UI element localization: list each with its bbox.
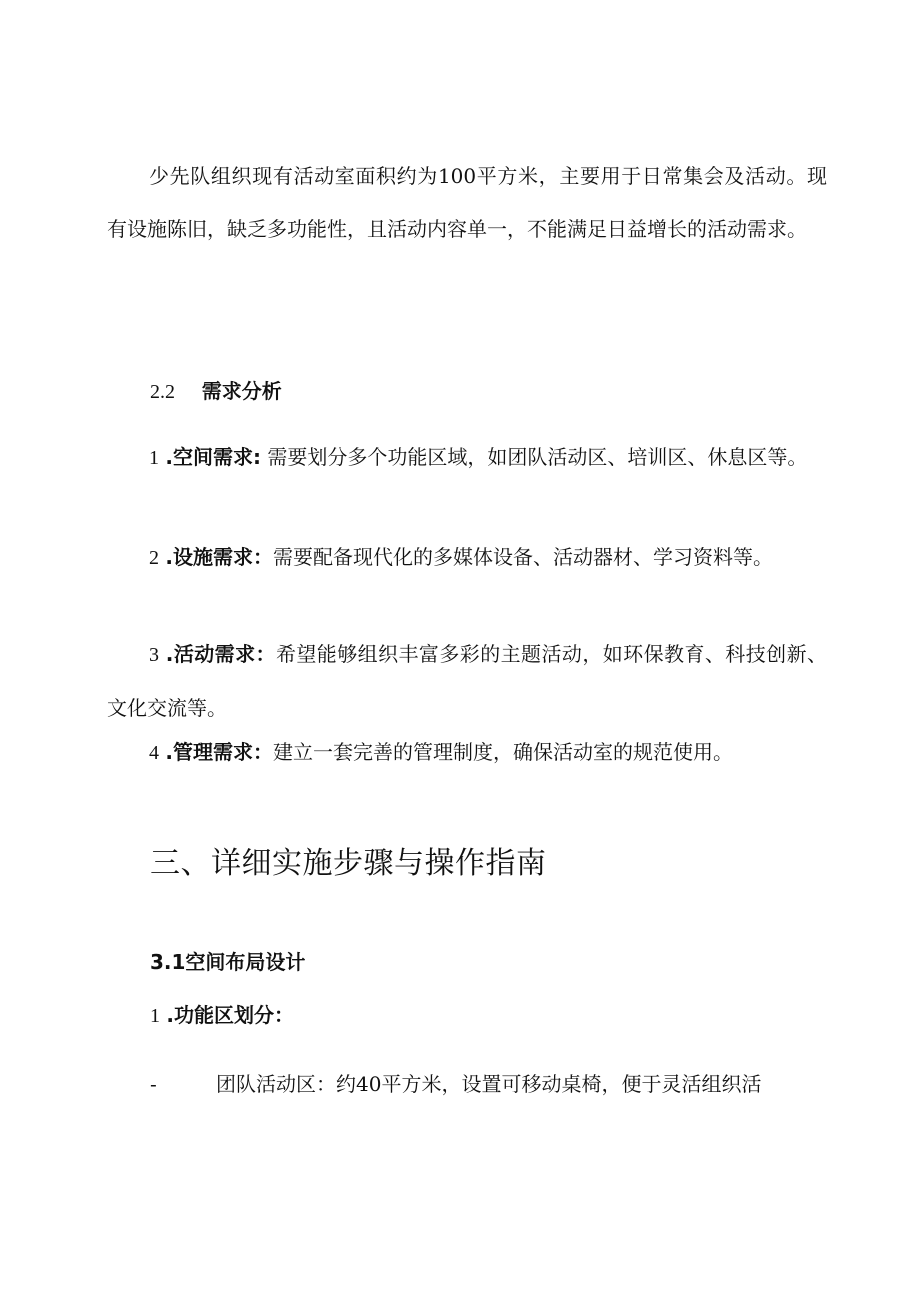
need-3-text: 希望能够组织丰富多彩的主题活动，如环保教育、科技创新、文化交流等。 bbox=[107, 642, 828, 720]
section-2-2-heading bbox=[150, 375, 282, 404]
need-1-number: 1 bbox=[149, 447, 159, 469]
section-3-1-heading: 3.1空间布局设计 bbox=[150, 950, 306, 974]
need-4-number: 4 bbox=[149, 742, 159, 764]
chapter-3-heading: 三、详细实施步骤与操作指南 bbox=[150, 846, 547, 881]
need-2-number: 2 bbox=[149, 547, 159, 569]
need-1-text: 需要划分多个功能区域，如团队活动区、培训区、休息区等。 bbox=[260, 445, 808, 469]
need-2-text: 需要配备现代化的多媒体设备、活动器材、学习资料等。 bbox=[272, 545, 773, 569]
intro-paragraph: 少先队组织现有活动室面积约为100平方米，主要用于日常集会及活动。现有设施陈旧，缺乏多功能性，且活动内容单一，不能满足日益增长的活动需求。 bbox=[107, 164, 827, 241]
section-2-2-number: 2.2 bbox=[150, 381, 175, 403]
need-item-1 bbox=[107, 431, 827, 485]
need-item-4 bbox=[107, 726, 827, 780]
need-4-text: 建立一套完善的管理制度，确保活动室的规范使用。 bbox=[272, 740, 733, 764]
need-item-2 bbox=[107, 531, 827, 585]
need-item-3 bbox=[107, 628, 827, 735]
need-1-label: .空间需求: bbox=[165, 445, 261, 469]
need-3-label: .活动需求： bbox=[165, 642, 276, 666]
dash-list-item bbox=[150, 1068, 850, 1097]
list-item-text: 团队活动区：约40平方米，设置可移动桌椅，便于灵活组织活 bbox=[216, 1072, 762, 1096]
need-4-label: .管理需求： bbox=[165, 740, 273, 764]
need-2-label: .设施需求： bbox=[165, 545, 273, 569]
need-3-number: 3 bbox=[149, 644, 159, 666]
item-1-heading bbox=[150, 999, 294, 1028]
list-dash: - bbox=[150, 1072, 157, 1096]
item-1-label: .功能区划分： bbox=[166, 1003, 294, 1027]
section-2-2-title: 需求分析 bbox=[201, 379, 282, 403]
item-1-number: 1 bbox=[150, 1005, 160, 1027]
